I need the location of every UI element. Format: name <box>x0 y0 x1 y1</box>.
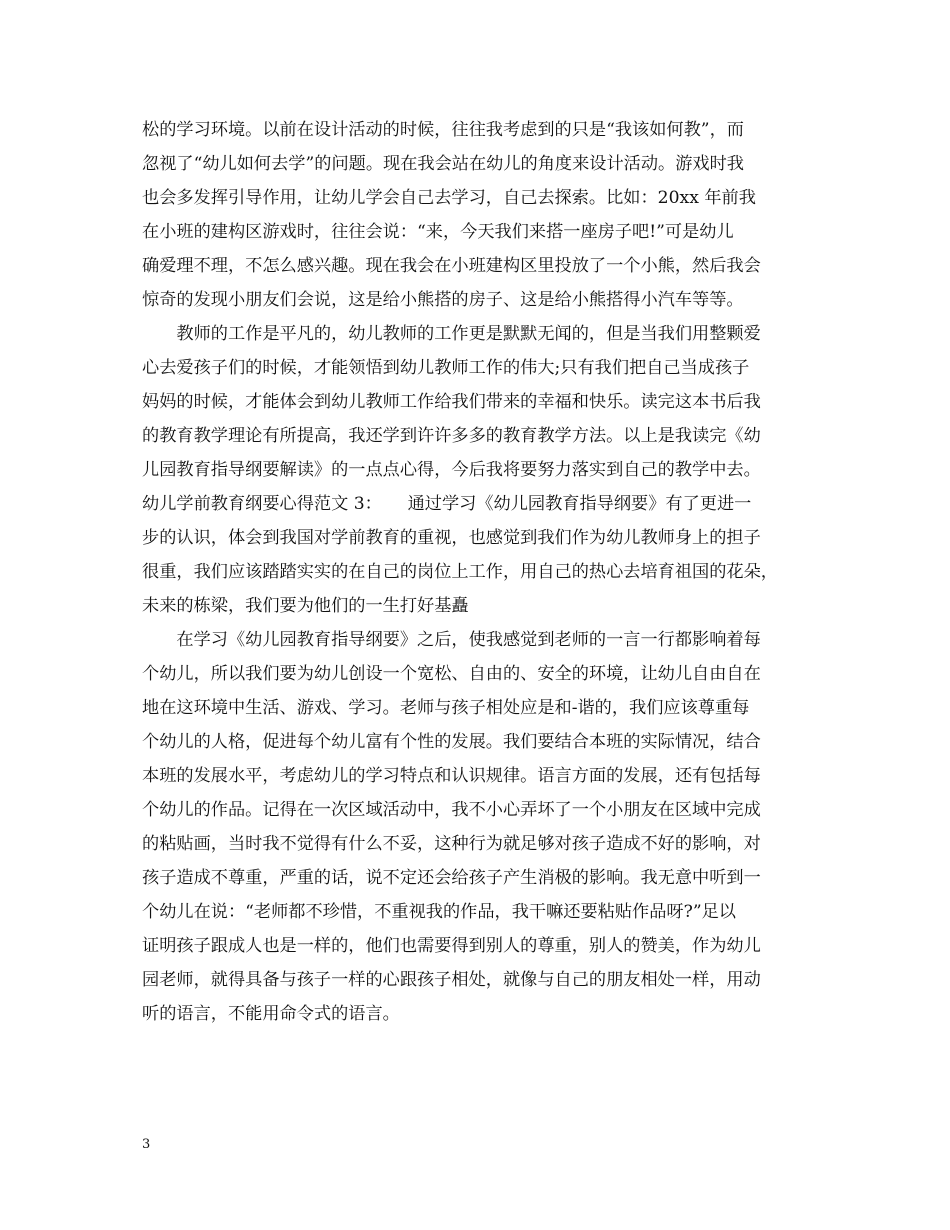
text-line: 儿园教育指导纲要解读》的一点点心得，今后我将要努力落实到自己的教学中去。 <box>142 460 761 480</box>
text-line: 个幼儿的作品。记得在一次区域活动中，我不小心弄坏了一个小朋友在区域中完成 <box>142 800 761 820</box>
text-line: 惊奇的发现小朋友们会说，这是给小熊搭的房子、这是给小熊搭得小汽车等等。 <box>142 290 744 310</box>
text-line: 听的语言，不能用命令式的语言。 <box>142 1004 400 1024</box>
text-line: 园老师，就得具备与孩子一样的心跟孩子相处，就像与自己的朋友相处一样，用动 <box>142 970 761 990</box>
text-line: 个幼儿的人格，促进每个幼儿富有个性的发展。我们要结合本班的实际情况，结合 <box>142 732 761 752</box>
text-line: 也会多发挥引导作用，让幼儿学会自己去学习，自己去探索。比如：20xx 年前我 <box>142 188 756 208</box>
section-heading-line: 幼儿学前教育纲要心得范文 3： 通过学习《幼儿园教育指导纲要》有了更进一 <box>142 494 752 514</box>
text-line: 松的学习环境。以前在设计活动的时候，往往我考虑到的只是“我该如何教”，而 <box>142 120 744 140</box>
text-line: 个幼儿在说：“老师都不珍惜，不重视我的作品，我干嘛还要粘贴作品呀?”足以 <box>142 902 736 922</box>
text-line: 心去爱孩子们的时候，才能领悟到幼儿教师工作的伟大;只有我们把自己当成孩子 <box>142 358 750 378</box>
text-line: 很重，我们应该踏踏实实的在自己的岗位上工作，用自己的热心去培育祖国的花朵， <box>142 562 778 582</box>
text-line: 孩子造成不尊重，严重的话，说不定还会给孩子产生消极的影响。我无意中听到一 <box>142 868 761 888</box>
text-line: 确爱理不理，不怎么感兴趣。现在我会在小班建构区里投放了一个小熊，然后我会 <box>142 256 761 276</box>
text-line: 未来的栋梁，我们要为他们的一生打好基矗 <box>142 596 469 616</box>
text-line: 的粘贴画，当时我不觉得有什么不妥，这种行为就足够对孩子造成不好的影响，对 <box>142 834 761 854</box>
text-line: 地在这环境中生活、游戏、学习。老师与孩子相处应是和-谐的，我们应该尊重每 <box>142 698 750 718</box>
text-line: 的教育教学理论有所提高，我还学到许许多多的教育教学方法。以上是我读完《幼 <box>142 426 761 446</box>
page-number: 3 <box>142 1137 151 1152</box>
text-line: 妈妈的时候，才能体会到幼儿教师工作给我们带来的幸福和快乐。读完这本书后我 <box>142 392 761 412</box>
text-line: 忽视了“幼儿如何去学”的问题。现在我会站在幼儿的角度来设计活动。游戏时我 <box>142 154 744 174</box>
text-line: 个幼儿，所以我们要为幼儿创设一个宽松、自由的、安全的环境，让幼儿自由自在 <box>142 664 761 684</box>
text-line: 教师的工作是平凡的，幼儿教师的工作更是默默无闻的，但是当我们用整颗爱 <box>142 324 761 344</box>
body-text <box>142 113 822 1031</box>
text-line: 证明孩子跟成人也是一样的，他们也需要得到别人的尊重，别人的赞美，作为幼儿 <box>142 936 761 956</box>
text-line: 在学习《幼儿园教育指导纲要》之后，使我感觉到老师的一言一行都影响着每 <box>142 630 761 650</box>
text-line: 本班的发展水平，考虑幼儿的学习特点和认识规律。语言方面的发展，还有包括每 <box>142 766 761 786</box>
text-line: 步的认识，体会到我国对学前教育的重视，也感觉到我们作为幼儿教师身上的担子 <box>142 528 761 548</box>
text-line: 在小班的建构区游戏时，往往会说：“来，今天我们来搭一座房子吧!”可是幼儿 <box>142 222 734 242</box>
